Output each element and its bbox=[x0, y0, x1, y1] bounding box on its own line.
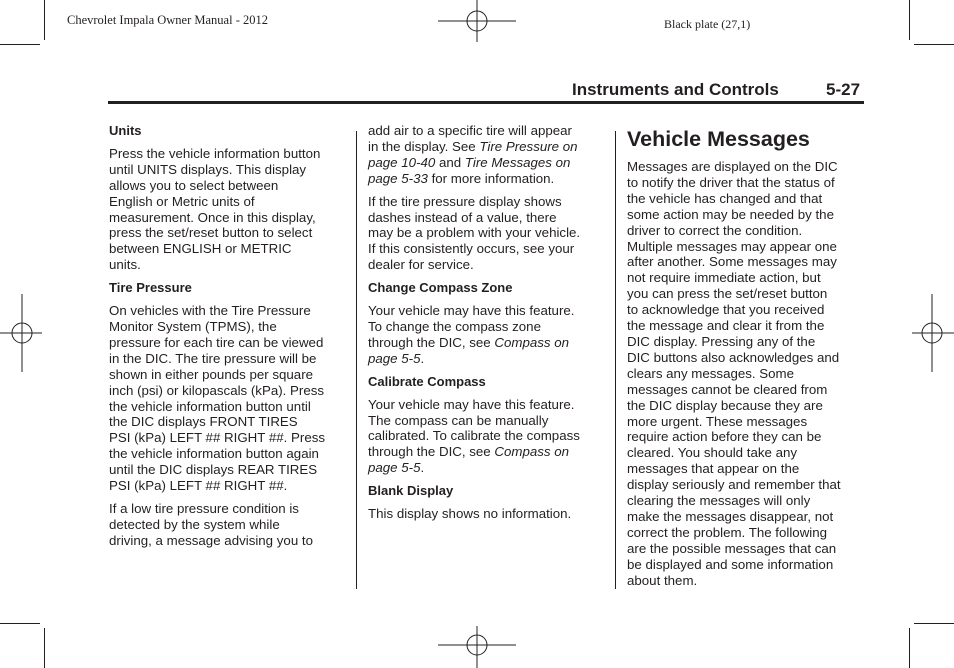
text-line: On vehicles with the Tire Pressure bbox=[109, 303, 311, 319]
tire-messages-page-reference[interactable]: page 5-33 bbox=[368, 170, 428, 186]
page-number: 5-27 bbox=[826, 80, 861, 99]
text-line: correct the problem. The following bbox=[627, 524, 828, 540]
text-line: units. bbox=[109, 257, 141, 273]
plate-label: Black plate (27,1) bbox=[664, 17, 751, 31]
text-line: clearing the messages will only bbox=[627, 493, 811, 509]
column-2 bbox=[368, 123, 608, 529]
text-line: until the DIC displays REAR TIRES bbox=[109, 462, 318, 478]
registration-target-bottom-icon bbox=[438, 624, 516, 668]
tire-messages-reference[interactable]: Tire Messages on bbox=[464, 154, 571, 170]
text-line: press the set/reset button to select bbox=[109, 225, 313, 241]
text-line bbox=[368, 444, 608, 460]
text-line: dealer for service. bbox=[368, 257, 474, 273]
text-line: If this consistently occurs, see your bbox=[368, 241, 575, 257]
text-line bbox=[368, 460, 608, 476]
column-3 bbox=[627, 123, 864, 595]
units-paragraph bbox=[109, 146, 349, 273]
text-line bbox=[368, 335, 608, 351]
text-line: more urgent. These messages bbox=[627, 413, 808, 429]
text-line: until UNITS displays. This display bbox=[109, 161, 307, 177]
registration-target-left-icon bbox=[0, 294, 46, 372]
text-line: about them. bbox=[627, 572, 698, 588]
compass-reference[interactable]: Compass on bbox=[494, 334, 570, 350]
text-line: English or Metric units of bbox=[109, 193, 255, 209]
text-line: DIC buttons also acknowledges and bbox=[627, 349, 840, 365]
units-heading: Units bbox=[109, 123, 142, 138]
compass-zone-paragraph bbox=[368, 303, 608, 367]
text-span: and bbox=[435, 154, 465, 170]
column-1 bbox=[109, 123, 349, 556]
calibrate-compass-heading: Calibrate Compass bbox=[368, 373, 486, 389]
text-line: after another. Some messages may bbox=[627, 254, 837, 270]
text-line: some action may be needed by the bbox=[627, 206, 834, 222]
text-line: PSI (kPa) LEFT ## RIGHT ##. Press bbox=[109, 430, 326, 446]
compass-reference[interactable]: Compass on bbox=[494, 444, 570, 460]
text-line: the vehicle information button until bbox=[109, 398, 311, 414]
text-line: the message and clear it from the bbox=[627, 318, 825, 334]
vehicle-messages-title: Vehicle Messages bbox=[627, 127, 810, 151]
change-compass-zone-heading: Change Compass Zone bbox=[368, 280, 513, 296]
text-span: . bbox=[420, 350, 425, 366]
compass-page-reference[interactable]: page 5-5 bbox=[368, 350, 421, 366]
text-line: pressure for each tire can be viewed bbox=[109, 334, 324, 350]
text-line bbox=[368, 139, 608, 155]
text-line: Monitor System (TPMS), the bbox=[109, 318, 277, 334]
text-line: DIC display. Pressing any of the bbox=[627, 333, 816, 349]
text-line bbox=[368, 155, 608, 171]
text-line: to acknowledge that you received bbox=[627, 302, 825, 318]
text-span: . bbox=[420, 460, 425, 476]
compass-page-reference[interactable]: page 5-5 bbox=[368, 460, 421, 476]
tire-pressure-paragraph bbox=[109, 303, 349, 494]
text-line: calibrated. To calibrate the compass bbox=[368, 428, 580, 444]
text-line: allows you to select between bbox=[109, 177, 279, 193]
text-line: Press the vehicle information button bbox=[109, 145, 321, 161]
text-line: Messages are displayed on the DIC bbox=[627, 159, 838, 174]
text-line bbox=[368, 351, 608, 367]
text-line: PSI (kPa) LEFT ## RIGHT ##. bbox=[109, 478, 288, 494]
text-span: in the display. See bbox=[368, 138, 480, 154]
text-line: you can press the set/reset button bbox=[627, 286, 828, 302]
text-span: through the DIC, see bbox=[368, 444, 495, 460]
manual-title: Chevrolet Impala Owner Manual - 2012 bbox=[67, 13, 268, 27]
text-span: for more information. bbox=[427, 170, 555, 186]
text-line: Your vehicle may have this feature. bbox=[368, 303, 575, 319]
text-line: messages that appear on the bbox=[627, 461, 800, 477]
blank-display-paragraph bbox=[368, 506, 608, 522]
text-line bbox=[368, 171, 608, 187]
text-line: the vehicle information button again bbox=[109, 446, 319, 462]
text-line: cleared. You should take any bbox=[627, 445, 798, 461]
text-line: Multiple messages may appear one bbox=[627, 238, 837, 254]
low-pressure-paragraph bbox=[109, 501, 349, 549]
text-line: This display shows no information. bbox=[368, 506, 572, 522]
section-title: Instruments and Controls bbox=[572, 80, 779, 99]
calibrate-paragraph bbox=[368, 397, 608, 477]
text-line: add air to a specific tire will appear bbox=[368, 123, 572, 138]
registration-target-top-icon bbox=[438, 0, 516, 46]
text-line: driver to correct the condition. bbox=[627, 222, 803, 238]
vehicle-messages-paragraph bbox=[627, 159, 864, 588]
text-line: shown in either pounds per square bbox=[109, 366, 314, 382]
dashes-paragraph bbox=[368, 194, 608, 274]
text-line: clears any messages. Some bbox=[627, 365, 795, 381]
text-line: the vehicle has changed and that bbox=[627, 190, 823, 206]
registration-target-right-icon bbox=[908, 294, 954, 372]
text-line: If a low tire pressure condition is bbox=[109, 500, 299, 516]
text-line: may be a problem with your vehicle. bbox=[368, 225, 581, 241]
text-line: messages cannot be cleared from bbox=[627, 381, 828, 397]
text-line: make the messages disappear, not bbox=[627, 508, 834, 524]
header-rule bbox=[108, 101, 864, 104]
text-line: to notify the driver that the status of bbox=[627, 174, 835, 190]
column-divider bbox=[356, 131, 357, 589]
text-span: through the DIC, see bbox=[368, 334, 495, 350]
text-line: not require immediate action, but bbox=[627, 270, 821, 286]
text-line: the DIC display because they are bbox=[627, 397, 823, 413]
text-line: detected by the system while bbox=[109, 516, 280, 532]
text-line: driving, a message advising you to bbox=[109, 532, 313, 548]
text-line: be displayed and some information bbox=[627, 556, 834, 572]
text-line: in the DIC. The tire pressure will be bbox=[109, 350, 317, 366]
text-line: require action before they can be bbox=[627, 429, 822, 445]
text-line: dashes instead of a value, there bbox=[368, 209, 557, 225]
text-line: Your vehicle may have this feature. bbox=[368, 396, 575, 412]
tire-pressure-heading: Tire Pressure bbox=[109, 280, 192, 296]
text-line: If the tire pressure display shows bbox=[368, 193, 562, 209]
tire-pressure-reference[interactable]: Tire Pressure on bbox=[479, 138, 578, 154]
text-line: To change the compass zone bbox=[368, 318, 541, 334]
text-line: are the possible messages that can bbox=[627, 540, 837, 556]
blank-display-heading: Blank Display bbox=[368, 483, 454, 499]
column-divider bbox=[615, 131, 616, 589]
text-line: between ENGLISH or METRIC bbox=[109, 241, 292, 257]
tire-pressure-page-reference[interactable]: page 10-40 bbox=[368, 154, 436, 170]
text-line: display seriously and remember that bbox=[627, 477, 841, 493]
text-line: measurement. Once in this display, bbox=[109, 209, 316, 225]
text-line: inch (psi) or kilopascals (kPa). Press bbox=[109, 382, 325, 398]
text-line: The compass can be manually bbox=[368, 412, 549, 428]
text-line: the DIC displays FRONT TIRES bbox=[109, 414, 298, 430]
continued-paragraph bbox=[368, 123, 608, 187]
